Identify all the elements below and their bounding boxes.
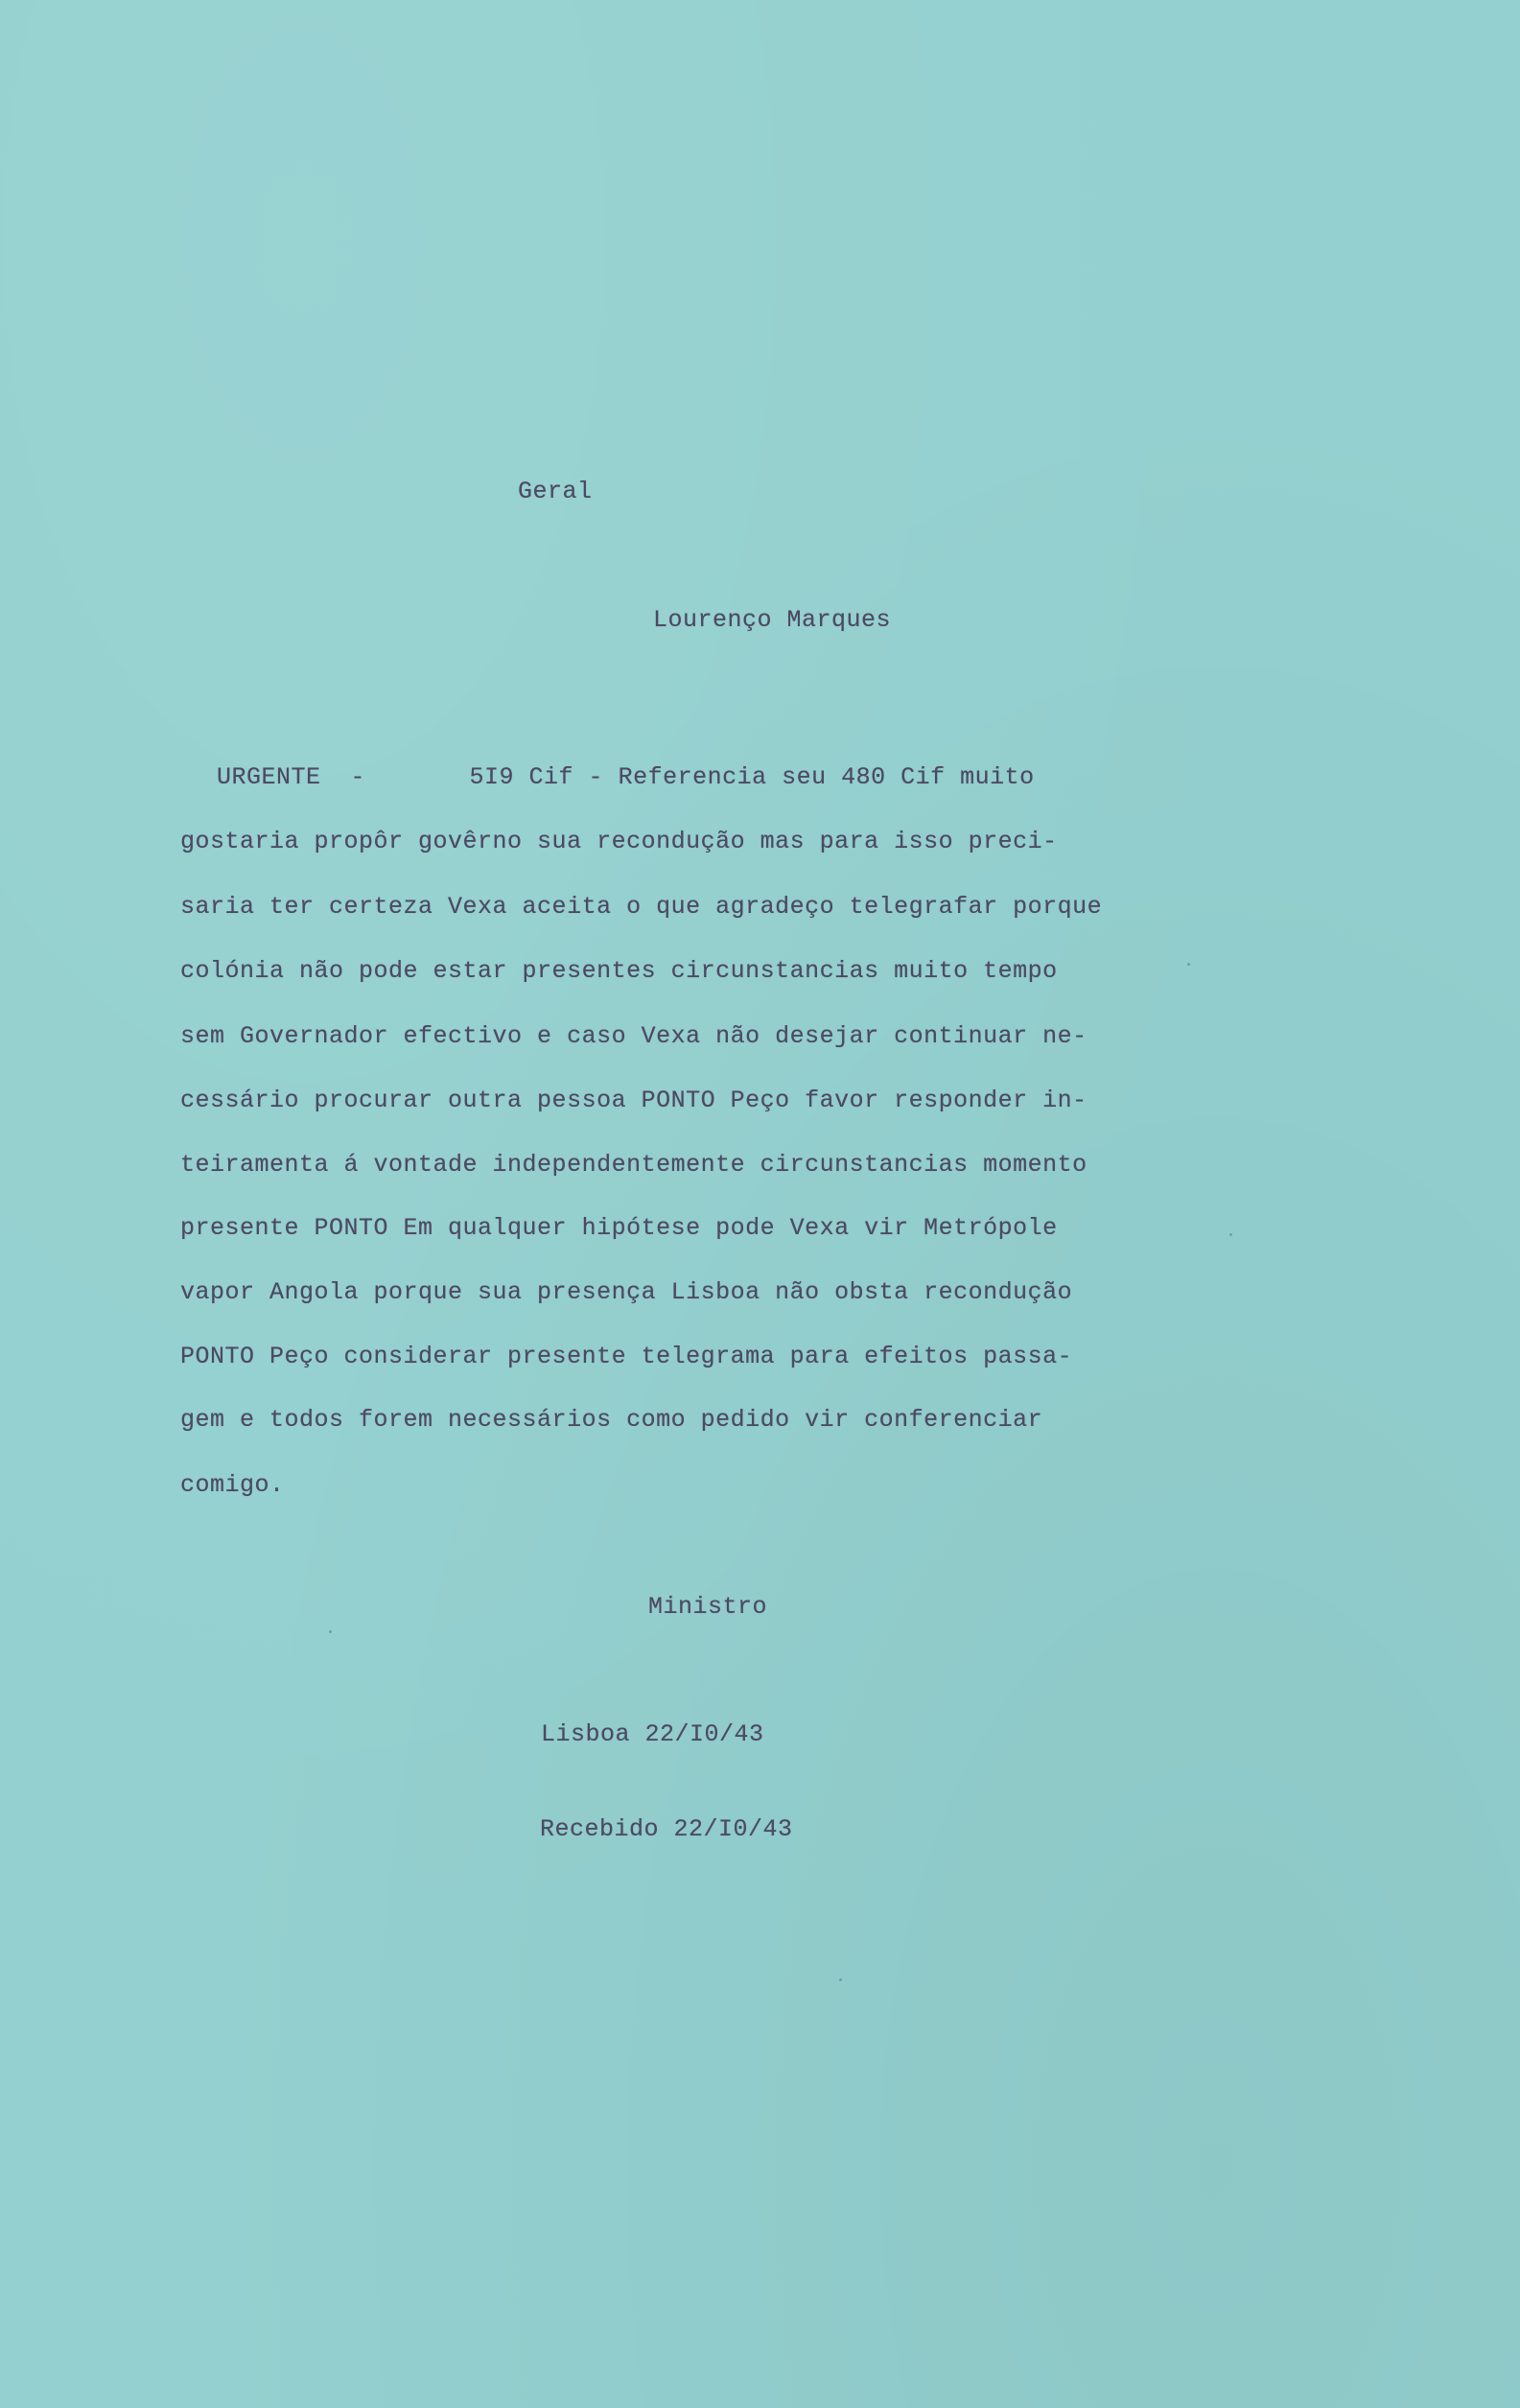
body-line: sem Governador efectivo e caso Vexa não desejar continuar ne-: [180, 1022, 1087, 1050]
body-line: colónia não pode estar presentes circunstancias muito tempo: [180, 957, 1058, 985]
body-line: presente PONTO Em qualquer hipótese pode Vexa vir Metrópole: [180, 1214, 1058, 1242]
destination: Lourenço Marques: [653, 606, 892, 634]
paper-speck: [1187, 963, 1190, 966]
paper-speck: [839, 1978, 842, 1981]
body-line: PONTO Peço considerar presente telegrama para efeitos passa-: [180, 1343, 1073, 1370]
body-line: teiramenta á vontade independentemente circunstancias momento: [180, 1151, 1087, 1179]
body-line: gem e todos forem necessários como pedido vir conferenciar: [180, 1406, 1043, 1434]
body-line: cessário procurar outra pessoa PONTO Peço favor responder in-: [180, 1087, 1087, 1114]
paper-speck: [1229, 1233, 1232, 1236]
received-date: Recebido 22/I0/43: [540, 1815, 793, 1843]
document-heading: Geral: [518, 478, 593, 505]
body-line: saria ter certeza Vexa aceita o que agradeço telegrafar porque: [180, 893, 1103, 921]
body-line: gostaria propôr govêrno sua recondução mas para isso preci-: [180, 828, 1058, 855]
body-line: vapor Angola porque sua presença Lisboa não obsta recondução: [180, 1278, 1073, 1306]
body-line: URGENTE - 5I9 Cif - Referencia seu 480 Cif muito: [217, 763, 1035, 791]
paper-speck: [329, 1630, 332, 1633]
sent-date: Lisboa 22/I0/43: [541, 1720, 764, 1748]
signature: Ministro: [648, 1593, 768, 1621]
body-line: comigo.: [180, 1471, 285, 1499]
